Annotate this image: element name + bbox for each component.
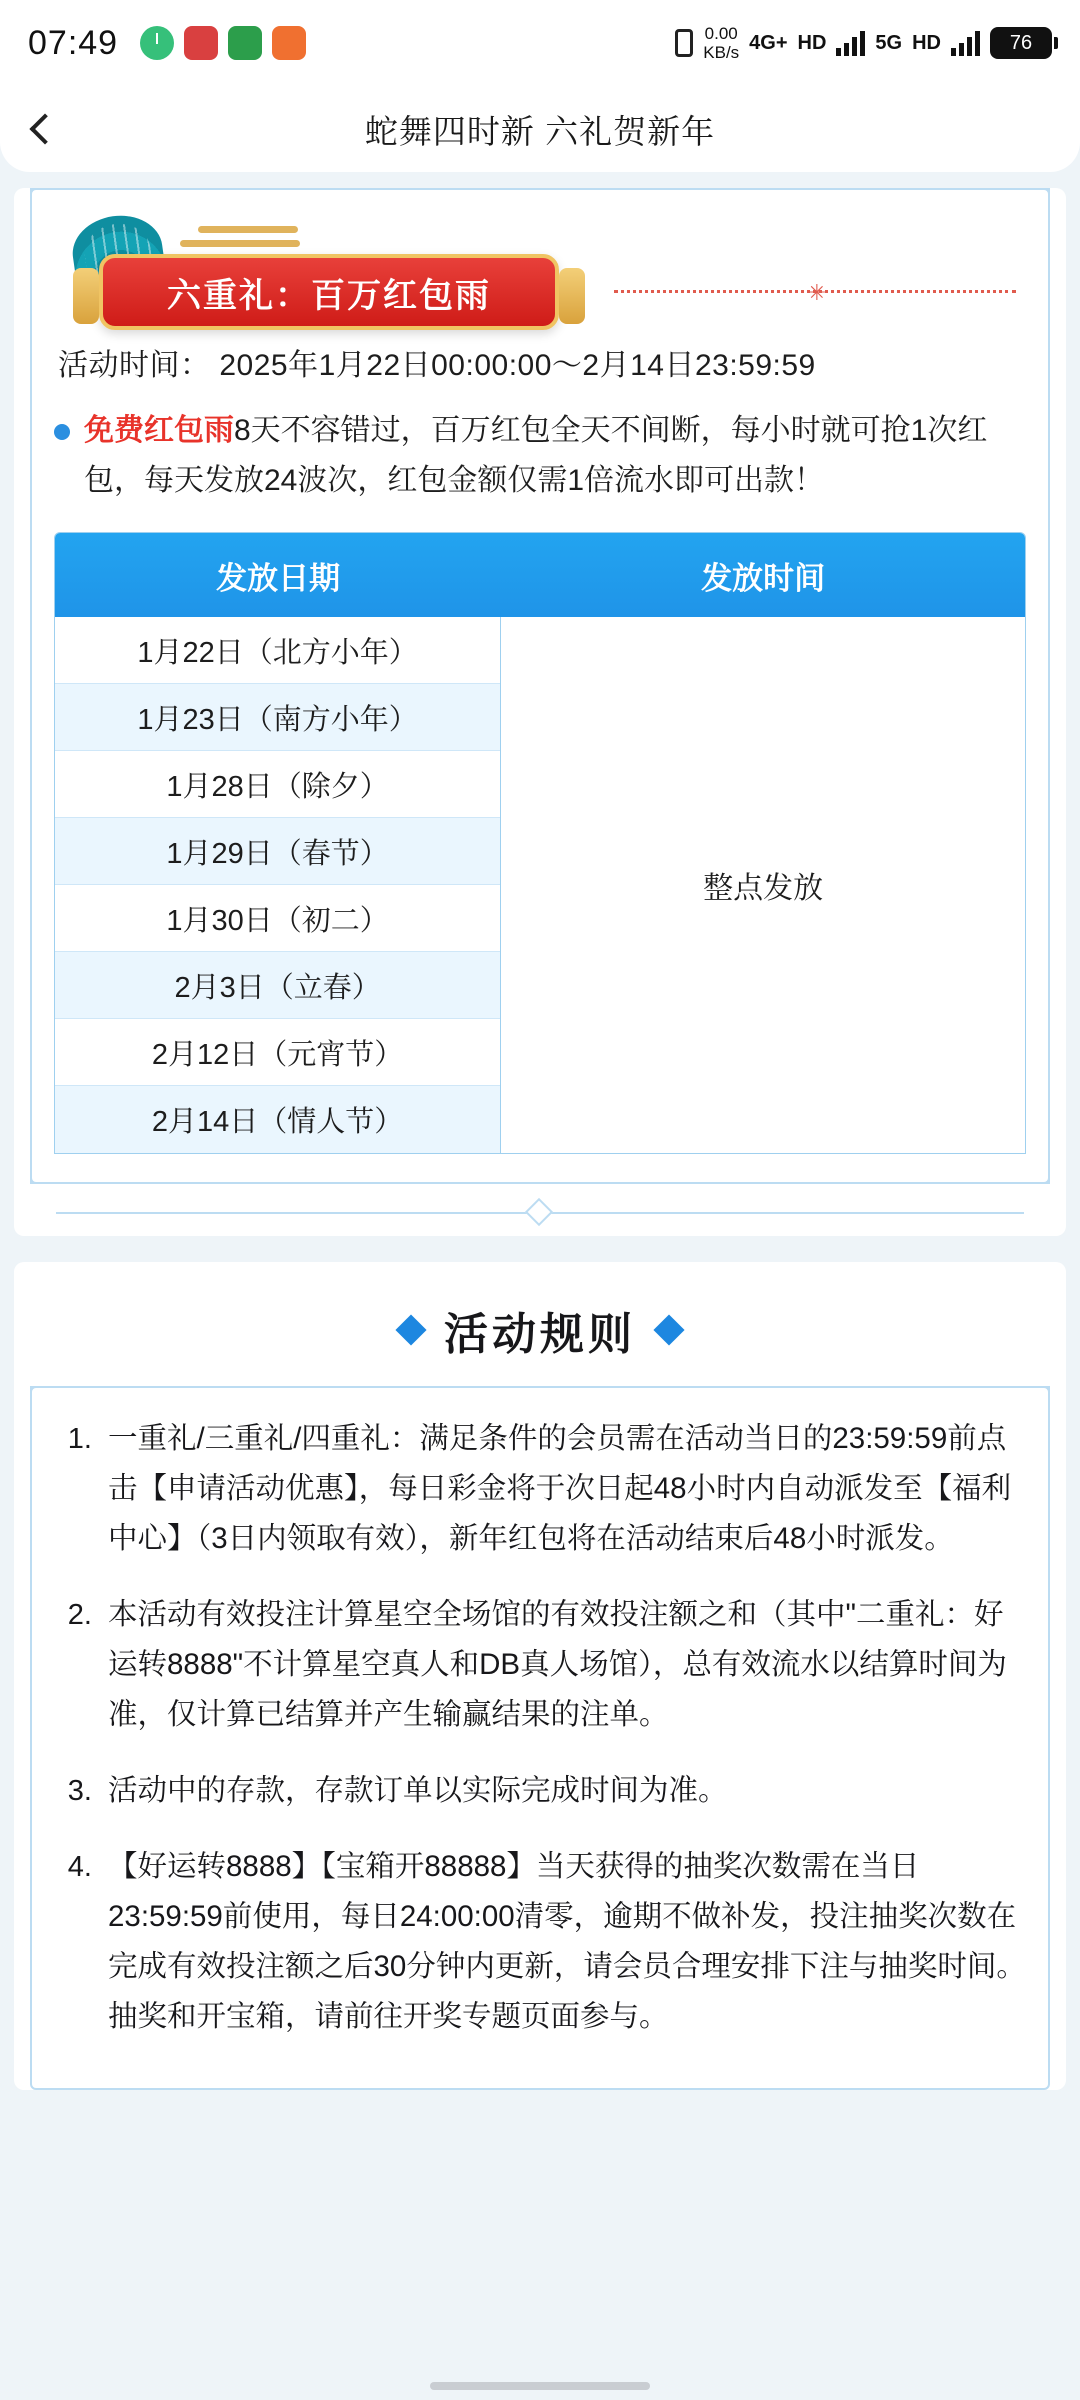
status-notification-icons: [140, 26, 306, 60]
app-icon-green: [228, 26, 262, 60]
corner-deco-tl: [30, 1386, 64, 1420]
table-body: [55, 617, 1025, 1153]
activity-time: 活动时间： 2025年1月22日00:00:00～2月14日23:59:59: [58, 349, 816, 382]
diamond-left-icon: [395, 1314, 426, 1345]
promo-card-frame: [30, 188, 1050, 1184]
app-icon-red: [184, 26, 218, 60]
promo-banner: [54, 210, 1026, 330]
list-item: 3. 活动中的存款，存款订单以实际完成时间为准。: [100, 1766, 1026, 1816]
corner-deco-tr: [1016, 1386, 1050, 1420]
table-header-date: 发放日期: [216, 560, 341, 596]
clock-icon: [140, 26, 174, 60]
page-title: 蛇舞四时新 六礼贺新年: [364, 112, 716, 150]
rules-frame: [30, 1386, 1050, 2090]
promo-card: [14, 188, 1066, 1236]
table-date-column: [55, 617, 501, 1153]
table-row: 1月23日（南方小年）: [55, 684, 500, 751]
promo-highlight: 免费红包雨: [84, 414, 234, 447]
vibrate-icon: [675, 29, 693, 57]
list-item: 4. 【好运转8888】【宝箱开88888】当天获得的抽奖次数需在当日23:59:59前使用，每日24:00:00清零，逾期不做补发，投注抽奖次数在完成有效投注额之后30分钟内更新，请会员合理安排下注与抽奖时间。抽奖和开宝箱，请前往开奖专题页面参与。: [100, 1842, 1026, 2042]
promo-description: [84, 406, 1020, 506]
network-speed-value: 0.00: [704, 24, 738, 43]
list-item: 2. 本活动有效投注计算星空全场馆的有效投注额之和（其中"二重礼：好运转8888"不计算星空真人和DB真人场馆），总有效流水以结算时间为准，仅计算已结算并产生输赢结果的注单。: [100, 1590, 1026, 1740]
table-header-time: 发放时间: [701, 560, 826, 596]
hd-label-1: HD: [797, 31, 827, 54]
promo-description-text: 8天不容错过，百万红包全天不间断，每小时就可抢1次红包，每天发放24波次，红包金额仅需1倍流水即可出款！: [84, 414, 988, 497]
scroll-content[interactable]: [0, 172, 1080, 2400]
signal-bars-2-icon: [951, 30, 980, 56]
status-right-cluster: [675, 24, 1052, 62]
table-header-row: [55, 533, 1025, 617]
rules-card: [14, 1262, 1066, 2090]
rules-title: 活动规则: [444, 1310, 636, 1359]
network-5g-label: 5G: [875, 31, 903, 54]
list-item: 1. 一重礼/三重礼/四重礼：满足条件的会员需在活动当日的23:59:59前点击【申请活动优惠】，每日彩金将于次日起48小时内自动派发至【福利中心】（3日内领取有效），新年红包将在活动结束后48小时派发。: [100, 1414, 1026, 1564]
diamond-right-icon: [653, 1314, 684, 1345]
corner-deco-bl: [30, 1150, 64, 1184]
deco-rhombus: [525, 1198, 553, 1226]
card-bottom-decoration: [30, 1196, 1050, 1236]
network-4g-label: 4G+: [749, 31, 788, 54]
table-row: 1月30日（初二）: [55, 885, 500, 952]
table-row: 2月3日（立春）: [55, 952, 500, 1019]
corner-deco-br: [1016, 1150, 1050, 1184]
table-row: 1月29日（春节）: [55, 818, 500, 885]
table-row: 1月22日（北方小年）: [55, 617, 500, 684]
promo-ribbon: [99, 254, 559, 330]
table-row: 1月28日（除夕）: [55, 751, 500, 818]
rules-list: [42, 1414, 1026, 2042]
home-indicator: [430, 2382, 650, 2390]
status-bar: [0, 0, 1080, 86]
status-time: 07:49: [28, 23, 119, 62]
dotted-divider: [614, 280, 1016, 305]
rules-title-row: [14, 1262, 1066, 1372]
table-time-value: 整点发放: [703, 872, 824, 905]
network-speed: [703, 24, 739, 62]
table-row: 2月12日（元宵节）: [55, 1019, 500, 1086]
network-speed-unit: KB/s: [703, 43, 740, 62]
bullet-dot-icon: [54, 424, 70, 440]
distribution-table: [54, 532, 1026, 1154]
promo-description-row: [54, 406, 1026, 506]
signal-bars-1-icon: [836, 30, 865, 56]
knot-icon: ✳: [807, 280, 827, 305]
app-icon-orange: [272, 26, 306, 60]
app-header: [0, 86, 1080, 172]
battery-indicator: 76: [990, 27, 1052, 59]
promo-ribbon-title: 六重礼：百万红包雨: [167, 276, 491, 315]
hd-label-2: HD: [912, 31, 941, 54]
table-row: 2月14日（情人节）: [55, 1086, 500, 1153]
